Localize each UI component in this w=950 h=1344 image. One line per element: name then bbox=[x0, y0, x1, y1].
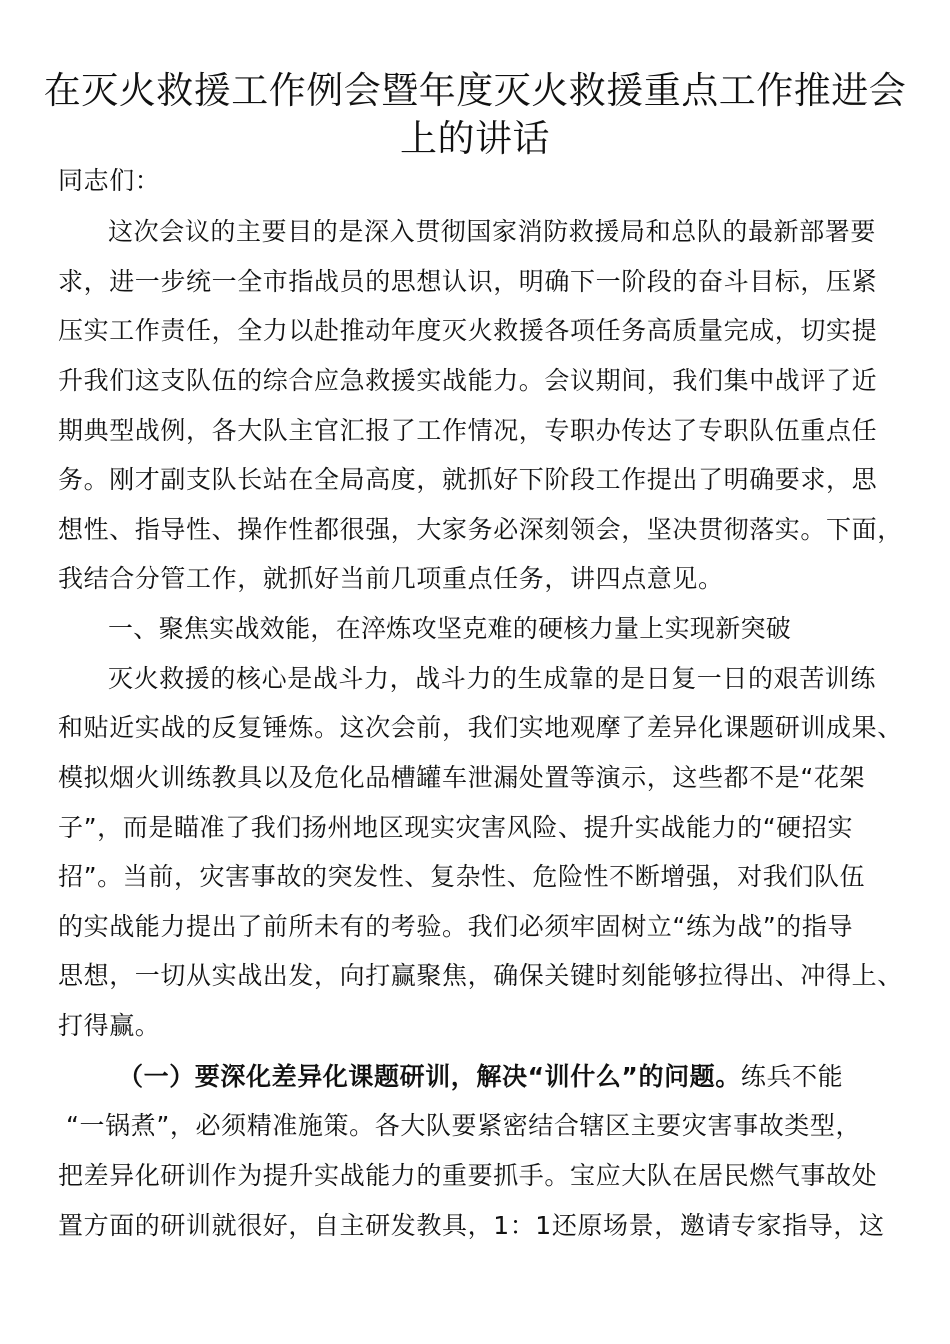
paragraph-line: 打得赢。 bbox=[58, 1011, 161, 1040]
paragraph-line: 灭火救援的核心是战斗力，战斗力的生成靠的是日复一日的艰苦训练 bbox=[108, 664, 877, 693]
paragraph-line: 的实战能力提出了前所未有的考验。我们必须牢固树立“练为战”的指导 bbox=[58, 912, 854, 941]
paragraph-line: 压实工作责任，全力以赴推动年度灭火救援各项任务高质量完成，切实提 bbox=[58, 316, 878, 345]
subsection-lead-rest: 练兵不能 bbox=[740, 1062, 844, 1091]
paragraph-line: 置方面的研训就很好，自主研发教具，1：1还原场景，邀请专家指导，这 bbox=[58, 1211, 885, 1240]
paragraph-line: 子”，而是瞄准了我们扬州地区现实灾害风险、提升实战能力的“硬招实 bbox=[58, 813, 854, 842]
subsection-lead-line bbox=[118, 1060, 950, 1094]
paragraph-line: 这次会议的主要目的是深入贯彻国家消防救援局和总队的最新部署要 bbox=[108, 217, 877, 246]
section-heading-1: 一、聚焦实战效能，在淬炼攻坚克难的硬核力量上实现新突破 bbox=[108, 614, 792, 643]
paragraph-line: 求，进一步统一全市指战员的思想认识，明确下一阶段的奋斗目标，压紧 bbox=[58, 267, 878, 296]
paragraph-line: 升我们这支队伍的综合应急救援实战能力。会议期间，我们集中战评了近 bbox=[58, 366, 878, 395]
paragraph-line: 和贴近实战的反复锤炼。这次会前，我们实地观摩了差异化课题研训成果、 bbox=[58, 713, 903, 742]
document-title-line-1: 在灭火救援工作例会暨年度灭火救援重点工作推进会 bbox=[43, 69, 907, 112]
paragraph-line: 我结合分管工作，就抓好当前几项重点任务，讲四点意见。 bbox=[58, 564, 724, 593]
paragraph-line: 把差异化研训作为提升实战能力的重要抓手。宝应大队在居民燃气事故处 bbox=[58, 1161, 878, 1190]
subsection-heading-bold: （一）要深化差异化课题研训，解决“训什么”的问题。 bbox=[118, 1062, 741, 1091]
document-title-line-2: 上的讲话 bbox=[400, 117, 550, 160]
salutation: 同志们： bbox=[58, 166, 161, 195]
paragraph-line: 招”。当前，灾害事故的突发性、复杂性、危险性不断增强，对我们队伍 bbox=[58, 862, 866, 891]
paragraph-line: 务。刚才副支队长站在全局高度，就抓好下阶段工作提出了明确要求，思 bbox=[58, 465, 878, 494]
paragraph-line: “一锅煮”，必须精准施策。各大队要紧密结合辖区主要灾害事故类型， bbox=[66, 1111, 862, 1140]
paragraph-line: 思想，一切从实战出发，向打赢聚焦，确保关键时刻能够拉得出、冲得上、 bbox=[58, 961, 903, 990]
paragraph-line: 期典型战例，各大队主官汇报了工作情况，专职办传达了专职队伍重点任 bbox=[58, 416, 878, 445]
paragraph-line: 想性、指导性、操作性都很强，大家务必深刻领会，坚决贯彻落实。下面， bbox=[58, 515, 903, 544]
paragraph-line: 模拟烟火训练教具以及危化品槽罐车泄漏处置等演示，这些都不是“花架 bbox=[58, 763, 866, 792]
